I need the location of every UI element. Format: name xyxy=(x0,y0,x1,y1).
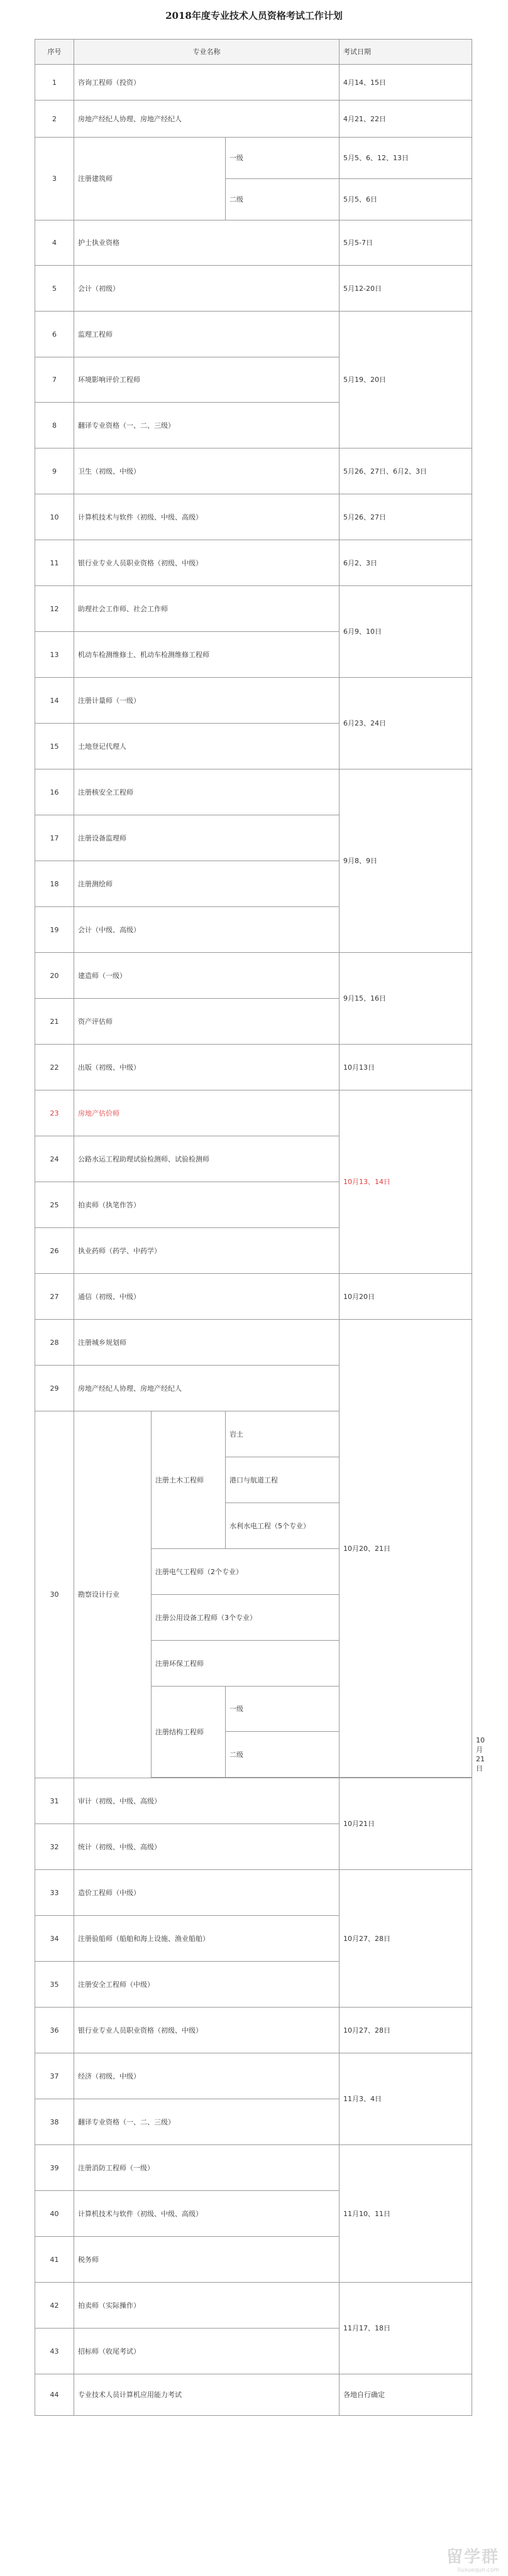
row-no: 42 xyxy=(35,2283,74,2329)
row-no: 39 xyxy=(35,2145,74,2191)
row-subname: 二级 xyxy=(226,179,340,220)
row-subname: 注册环保工程师 xyxy=(152,1641,340,1687)
row-no: 9 xyxy=(35,448,74,494)
row-no: 2 xyxy=(35,101,74,138)
row-name: 注册城乡规划师 xyxy=(74,1320,340,1366)
watermark-logo xyxy=(446,2544,499,2573)
row-name: 注册建筑师 xyxy=(74,138,226,220)
table-row xyxy=(35,494,472,540)
row-name: 通信（初级、中级） xyxy=(74,1274,340,1320)
row-name: 招标师（收尾考试） xyxy=(74,2329,340,2374)
row-no: 12 xyxy=(35,586,74,632)
table-row xyxy=(35,1320,472,1366)
row-no: 32 xyxy=(35,1824,74,1870)
table-row xyxy=(35,2008,472,2053)
row-no: 16 xyxy=(35,769,74,815)
row-no: 43 xyxy=(35,2329,74,2374)
row-name: 翻译专业资格（一、二、三级） xyxy=(74,403,340,448)
row-date: 10月13日 xyxy=(340,1045,472,1090)
row-name: 环境影响评价工程师 xyxy=(74,357,340,403)
table-row xyxy=(35,138,472,179)
row-date: 10月20日 xyxy=(340,1274,472,1320)
row-no: 14 xyxy=(35,678,74,724)
row-no: 24 xyxy=(35,1136,74,1182)
row-no: 21 xyxy=(35,999,74,1045)
row-subgroup: 注册土木工程师 xyxy=(152,1411,226,1549)
row-date: 5月12-20日 xyxy=(340,266,472,312)
row-name: 出版（初级、中级） xyxy=(74,1045,340,1090)
row-no: 33 xyxy=(35,1870,74,1916)
row-name: 房地产经纪人协理、房地产经纪人 xyxy=(74,101,340,138)
row-no: 13 xyxy=(35,632,74,678)
table-header-row xyxy=(35,40,472,65)
row-subname: 注册电气工程师（2个专业） xyxy=(152,1549,340,1595)
table-row xyxy=(35,266,472,312)
table-row xyxy=(35,101,472,138)
row-date: 各地自行确定 xyxy=(340,2374,472,2416)
row-no: 44 xyxy=(35,2374,74,2416)
row-name: 拍卖师（执笔作答） xyxy=(74,1182,340,1228)
header-no: 序号 xyxy=(35,40,74,65)
row-date: 6月2、3日 xyxy=(340,540,472,586)
table-row-highlighted xyxy=(35,1090,472,1136)
row-name: 勘察设计行业 xyxy=(74,1411,152,1778)
row-subname: 岩土 xyxy=(226,1411,340,1457)
row-name: 翻译专业资格（一、二、三级） xyxy=(74,2099,340,2145)
table-row xyxy=(35,1045,472,1090)
row-subname: 水利水电工程（5个专业） xyxy=(226,1503,340,1549)
row-no: 22 xyxy=(35,1045,74,1090)
row-subname: 一级 xyxy=(226,1687,340,1732)
row-name: 银行业专业人员职业资格（初级、中级） xyxy=(74,2008,340,2053)
row-name: 公路水运工程助理试验检测师、试验检测师 xyxy=(74,1136,340,1182)
row-date: 5月26、27日、6月2、3日 xyxy=(340,448,472,494)
row-no: 30 xyxy=(35,1411,74,1778)
table-row: 二级 10月21日 xyxy=(35,1732,472,1778)
row-no: 19 xyxy=(35,907,74,953)
row-subname: 港口与航道工程 xyxy=(226,1457,340,1503)
row-name: 银行业专业人员职业资格（初级、中级） xyxy=(74,540,340,586)
table-row xyxy=(35,953,472,999)
row-no: 3 xyxy=(35,138,74,220)
row-date: 10月21日 xyxy=(340,1778,472,1870)
row-name: 审计（初级、中级、高级） xyxy=(74,1778,340,1824)
row-name: 土地登记代理人 xyxy=(74,724,340,769)
row-no: 1 xyxy=(35,65,74,101)
row-name: 咨询工程师（投资） xyxy=(74,65,340,101)
row-no: 25 xyxy=(35,1182,74,1228)
row-name: 注册测绘师 xyxy=(74,861,340,907)
row-name: 卫生（初级、中级） xyxy=(74,448,340,494)
row-no: 4 xyxy=(35,220,74,266)
table-row xyxy=(35,1778,472,1824)
watermark-text: 留学群 xyxy=(446,2548,499,2567)
table-row xyxy=(35,678,472,724)
row-name: 造价工程师（中级） xyxy=(74,1870,340,1916)
row-date: 5月5-7日 xyxy=(340,220,472,266)
row-date: 5月26、27日 xyxy=(340,494,472,540)
table-row xyxy=(35,2283,472,2329)
row-name: 房地产经纪人协理、房地产经纪人 xyxy=(74,1366,340,1411)
row-no: 34 xyxy=(35,1916,74,1962)
row-name: 注册消防工程师（一级） xyxy=(74,2145,340,2191)
row-name: 注册核安全工程师 xyxy=(74,769,340,815)
row-no: 7 xyxy=(35,357,74,403)
table-row xyxy=(35,65,472,101)
row-no: 10 xyxy=(35,494,74,540)
row-subgroup: 注册结构工程师 xyxy=(152,1687,226,1778)
row-no: 27 xyxy=(35,1274,74,1320)
row-name: 助理社会工作师、社会工作师 xyxy=(74,586,340,632)
table-row xyxy=(35,220,472,266)
row-date: 5月5、6日 xyxy=(340,179,472,220)
row-date: 4月21、22日 xyxy=(340,101,472,138)
row-no: 5 xyxy=(35,266,74,312)
row-date: 10月27、28日 xyxy=(340,1870,472,2008)
row-name: 注册安全工程师（中级） xyxy=(74,1962,340,2008)
row-no: 8 xyxy=(35,403,74,448)
row-name: 注册计量师（一级） xyxy=(74,678,340,724)
row-date: 5月5、6、12、13日 xyxy=(340,138,472,179)
header-date: 考试日期 xyxy=(340,40,472,65)
row-date-highlighted: 10月13、14日 xyxy=(340,1090,472,1274)
row-name: 机动车检测维修士、机动车检测维修工程师 xyxy=(74,632,340,678)
row-name: 建造师（一级） xyxy=(74,953,340,999)
row-no: 18 xyxy=(35,861,74,907)
row-no: 31 xyxy=(35,1778,74,1824)
table-row xyxy=(35,1870,472,1916)
exam-schedule-table xyxy=(35,39,485,2416)
row-no: 37 xyxy=(35,2053,74,2099)
row-date: 10月20、21日 xyxy=(340,1320,472,1778)
row-name: 监理工程师 xyxy=(74,312,340,357)
row-no: 15 xyxy=(35,724,74,769)
row-no: 23 xyxy=(35,1090,74,1136)
table-row xyxy=(35,2145,472,2191)
table-row xyxy=(35,2053,472,2099)
row-no: 38 xyxy=(35,2099,74,2145)
row-date: 4月14、15日 xyxy=(340,65,472,101)
row-no: 35 xyxy=(35,1962,74,2008)
row-no: 11 xyxy=(35,540,74,586)
header-name: 专业名称 xyxy=(74,40,340,65)
row-name: 拍卖师（实际操作） xyxy=(74,2283,340,2329)
row-date: 9月15、16日 xyxy=(340,953,472,1045)
watermark-url: liuxuequn.com xyxy=(457,2567,499,2573)
row-date: 11月3、4日 xyxy=(340,2053,472,2145)
table-row xyxy=(35,2374,472,2416)
table-row xyxy=(35,540,472,586)
row-no: 20 xyxy=(35,953,74,999)
row-no: 17 xyxy=(35,815,74,861)
row-date: 6月23、24日 xyxy=(340,678,472,769)
row-name: 资产评估师 xyxy=(74,999,340,1045)
row-no: 29 xyxy=(35,1366,74,1411)
row-no: 41 xyxy=(35,2237,74,2283)
row-subname: 二级 xyxy=(226,1732,340,1778)
row-name: 注册验船师（船舶和海上设施、渔业船舶） xyxy=(74,1916,340,1962)
row-name: 护士执业资格 xyxy=(74,220,340,266)
row-name: 会计（初级） xyxy=(74,266,340,312)
row-name: 注册设备监理师 xyxy=(74,815,340,861)
row-name: 会计（中级、高级） xyxy=(74,907,340,953)
page-title: 2018年度专业技术人员资格考试工作计划 xyxy=(165,10,343,21)
row-name: 统计（初级、中级、高级） xyxy=(74,1824,340,1870)
row-name: 专业技术人员计算机应用能力考试 xyxy=(74,2374,340,2416)
table-row xyxy=(35,586,472,632)
row-no: 40 xyxy=(35,2191,74,2237)
row-date: 6月9、10日 xyxy=(340,586,472,678)
row-date: 5月19、20日 xyxy=(340,312,472,448)
row-no: 26 xyxy=(35,1228,74,1274)
row-date: 11月17、18日 xyxy=(340,2283,472,2374)
row-name: 房地产估价师 xyxy=(74,1090,340,1136)
row-no: 28 xyxy=(35,1320,74,1366)
row-date: 10月27、28日 xyxy=(340,2008,472,2053)
row-date: 11月10、11日 xyxy=(340,2145,472,2283)
row-name: 税务师 xyxy=(74,2237,340,2283)
row-name: 经济（初级、中级） xyxy=(74,2053,340,2099)
table-row xyxy=(35,1274,472,1320)
table-row xyxy=(35,769,472,815)
row-name: 计算机技术与软件（初级、中级、高级） xyxy=(74,2191,340,2237)
row-subname: 注册公用设备工程师（3个专业） xyxy=(152,1595,340,1641)
row-subname: 一级 xyxy=(226,138,340,179)
row-no: 36 xyxy=(35,2008,74,2053)
row-no: 6 xyxy=(35,312,74,357)
row-date: 9月8、9日 xyxy=(340,769,472,953)
table-row xyxy=(35,448,472,494)
row-name: 执业药师（药学、中药学） xyxy=(74,1228,340,1274)
row-name: 计算机技术与软件（初级、中级、高级） xyxy=(74,494,340,540)
table-row xyxy=(35,312,472,357)
